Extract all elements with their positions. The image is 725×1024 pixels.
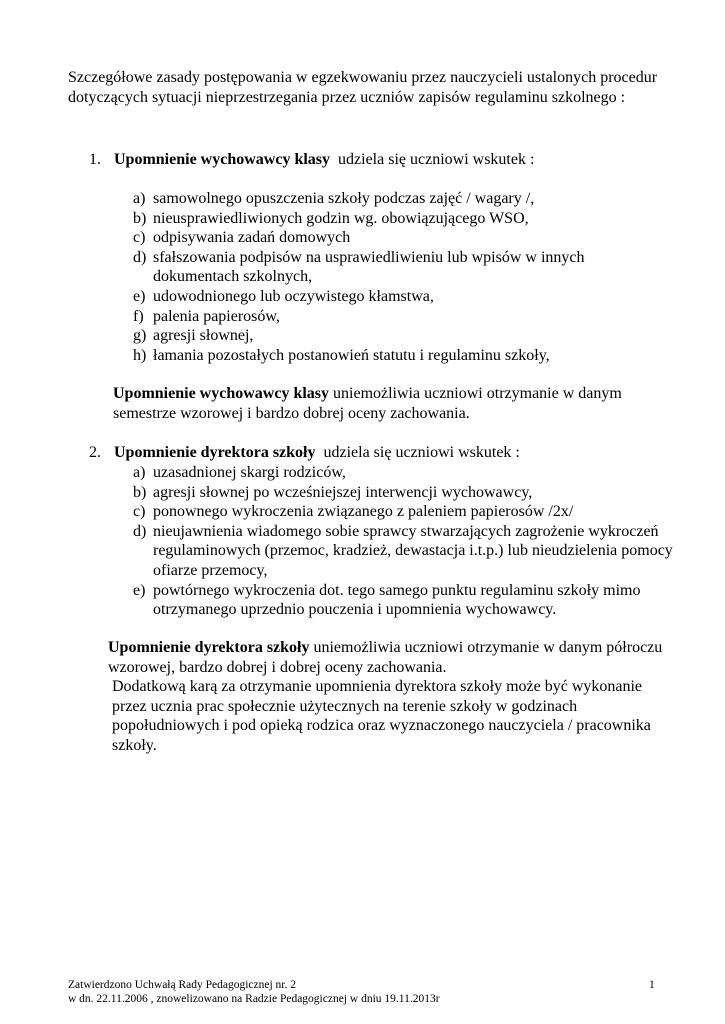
section-2-list (0, 463, 725, 620)
section-1-note-title: Upomnienie wychowawcy klasy (113, 385, 330, 402)
list-item: e) udowodnionego lub oczywistego kłamstwa, (133, 287, 434, 305)
section-1-number: 1. (89, 151, 101, 168)
list-item: a) uzasadnionej skargi rodziców, (133, 464, 346, 481)
section-2-title: Upomnienie dyrektora szkoły (114, 444, 316, 461)
list-item: f) palenia papierosów, (133, 307, 280, 325)
list-item: d) nieujawnienia wiadomego sobie sprawcy stwarzających zagrożenie wykroczeń regulaminowych (przemoc, kradzież, dewastacja i.t.p.) lub nieudzielenia pomocy ofiarze przemocy, (133, 522, 673, 579)
section-2-heading (89, 443, 520, 463)
section-2-note-paragraph (108, 638, 673, 677)
list-item: c) ponownego wykroczenia związanego z paleniem papierosów /2x/ (133, 503, 574, 521)
list-item: g) agresji słownej, (133, 327, 254, 345)
list-item: d) sfałszowania podpisów na usprawiedliwieniu lub wpisów w innych dokumentach szkolnych, (133, 248, 585, 286)
section-1-title: Upomnienie wychowawcy klasy (114, 151, 331, 168)
section-1-rest: udziela się uczniowi wskutek : (330, 151, 535, 168)
section-2-note-text: uniemożliwia uczniowi otrzymanie w danym półroczu wzorowej, bardzo dobrej i dobrej oceny zachowania. (108, 639, 663, 676)
list-item: e) powtórnego wykroczenia dot. tego samego punktu regulaminu szkoły mimo otrzymanego uprzednio pouczenia i upomnienia wychowawcy. (133, 581, 641, 619)
section-1-heading (89, 150, 534, 170)
list-item: b) agresji słownej po wcześniejszej interwencji wychowawcy, (133, 483, 533, 501)
section-2-number: 2. (89, 444, 101, 461)
footer-line-1: Zatwierdzono Uchwałą Rady Pedagogicznej nr. 2 (68, 979, 297, 991)
section-1-note-text: uniemożliwia uczniowi otrzymanie w danym semestrze wzorowej i bardzo dobrej oceny zachowania. (113, 385, 622, 422)
page-number: 1 (649, 979, 655, 991)
section-1-list (0, 189, 725, 365)
section-1-note (113, 384, 673, 423)
list-item: h) łamania pozostałych postanowień statutu i regulaminu szkoły, (133, 346, 550, 364)
intro-paragraph: Szczegółowe zasady postępowania w egzekwowaniu przez nauczycieli ustalonych procedur dotyczących sytuacji nieprzestrzegania przez uczniów zapisów regulaminu szkolnego : (68, 69, 658, 106)
list-item: b) nieusprawiedliwionych godzin wg. obowiązującego WSO, (133, 209, 529, 227)
section-2-note-title: Upomnienie dyrektora szkoły (108, 639, 310, 656)
section-2-note-extra: Dodatkową karą za otrzymanie upomnienia dyrektora szkoły może być wykonanie przez ucznia prac społecznie użytecznych na terenie szkoły w godzinach popołudniowych i pod opieką rodzica oraz wyznaczonego nauczyciela / pracownika szkoły. (112, 678, 651, 754)
footer (68, 978, 668, 1006)
list-item: a) samowolnego opuszczenia szkoły podczas zajęć / wagary /, (133, 190, 535, 207)
list-item: c) odpisywania zadań domowych (133, 229, 351, 247)
footer-line-2: w dn. 22.11.2006 , znowelizowano na Radzie Pedagogicznej w dniu 19.11.2013r (68, 993, 440, 1005)
section-2-note (108, 638, 673, 756)
section-2-rest: udziela się uczniowi wskutek : (315, 444, 520, 461)
